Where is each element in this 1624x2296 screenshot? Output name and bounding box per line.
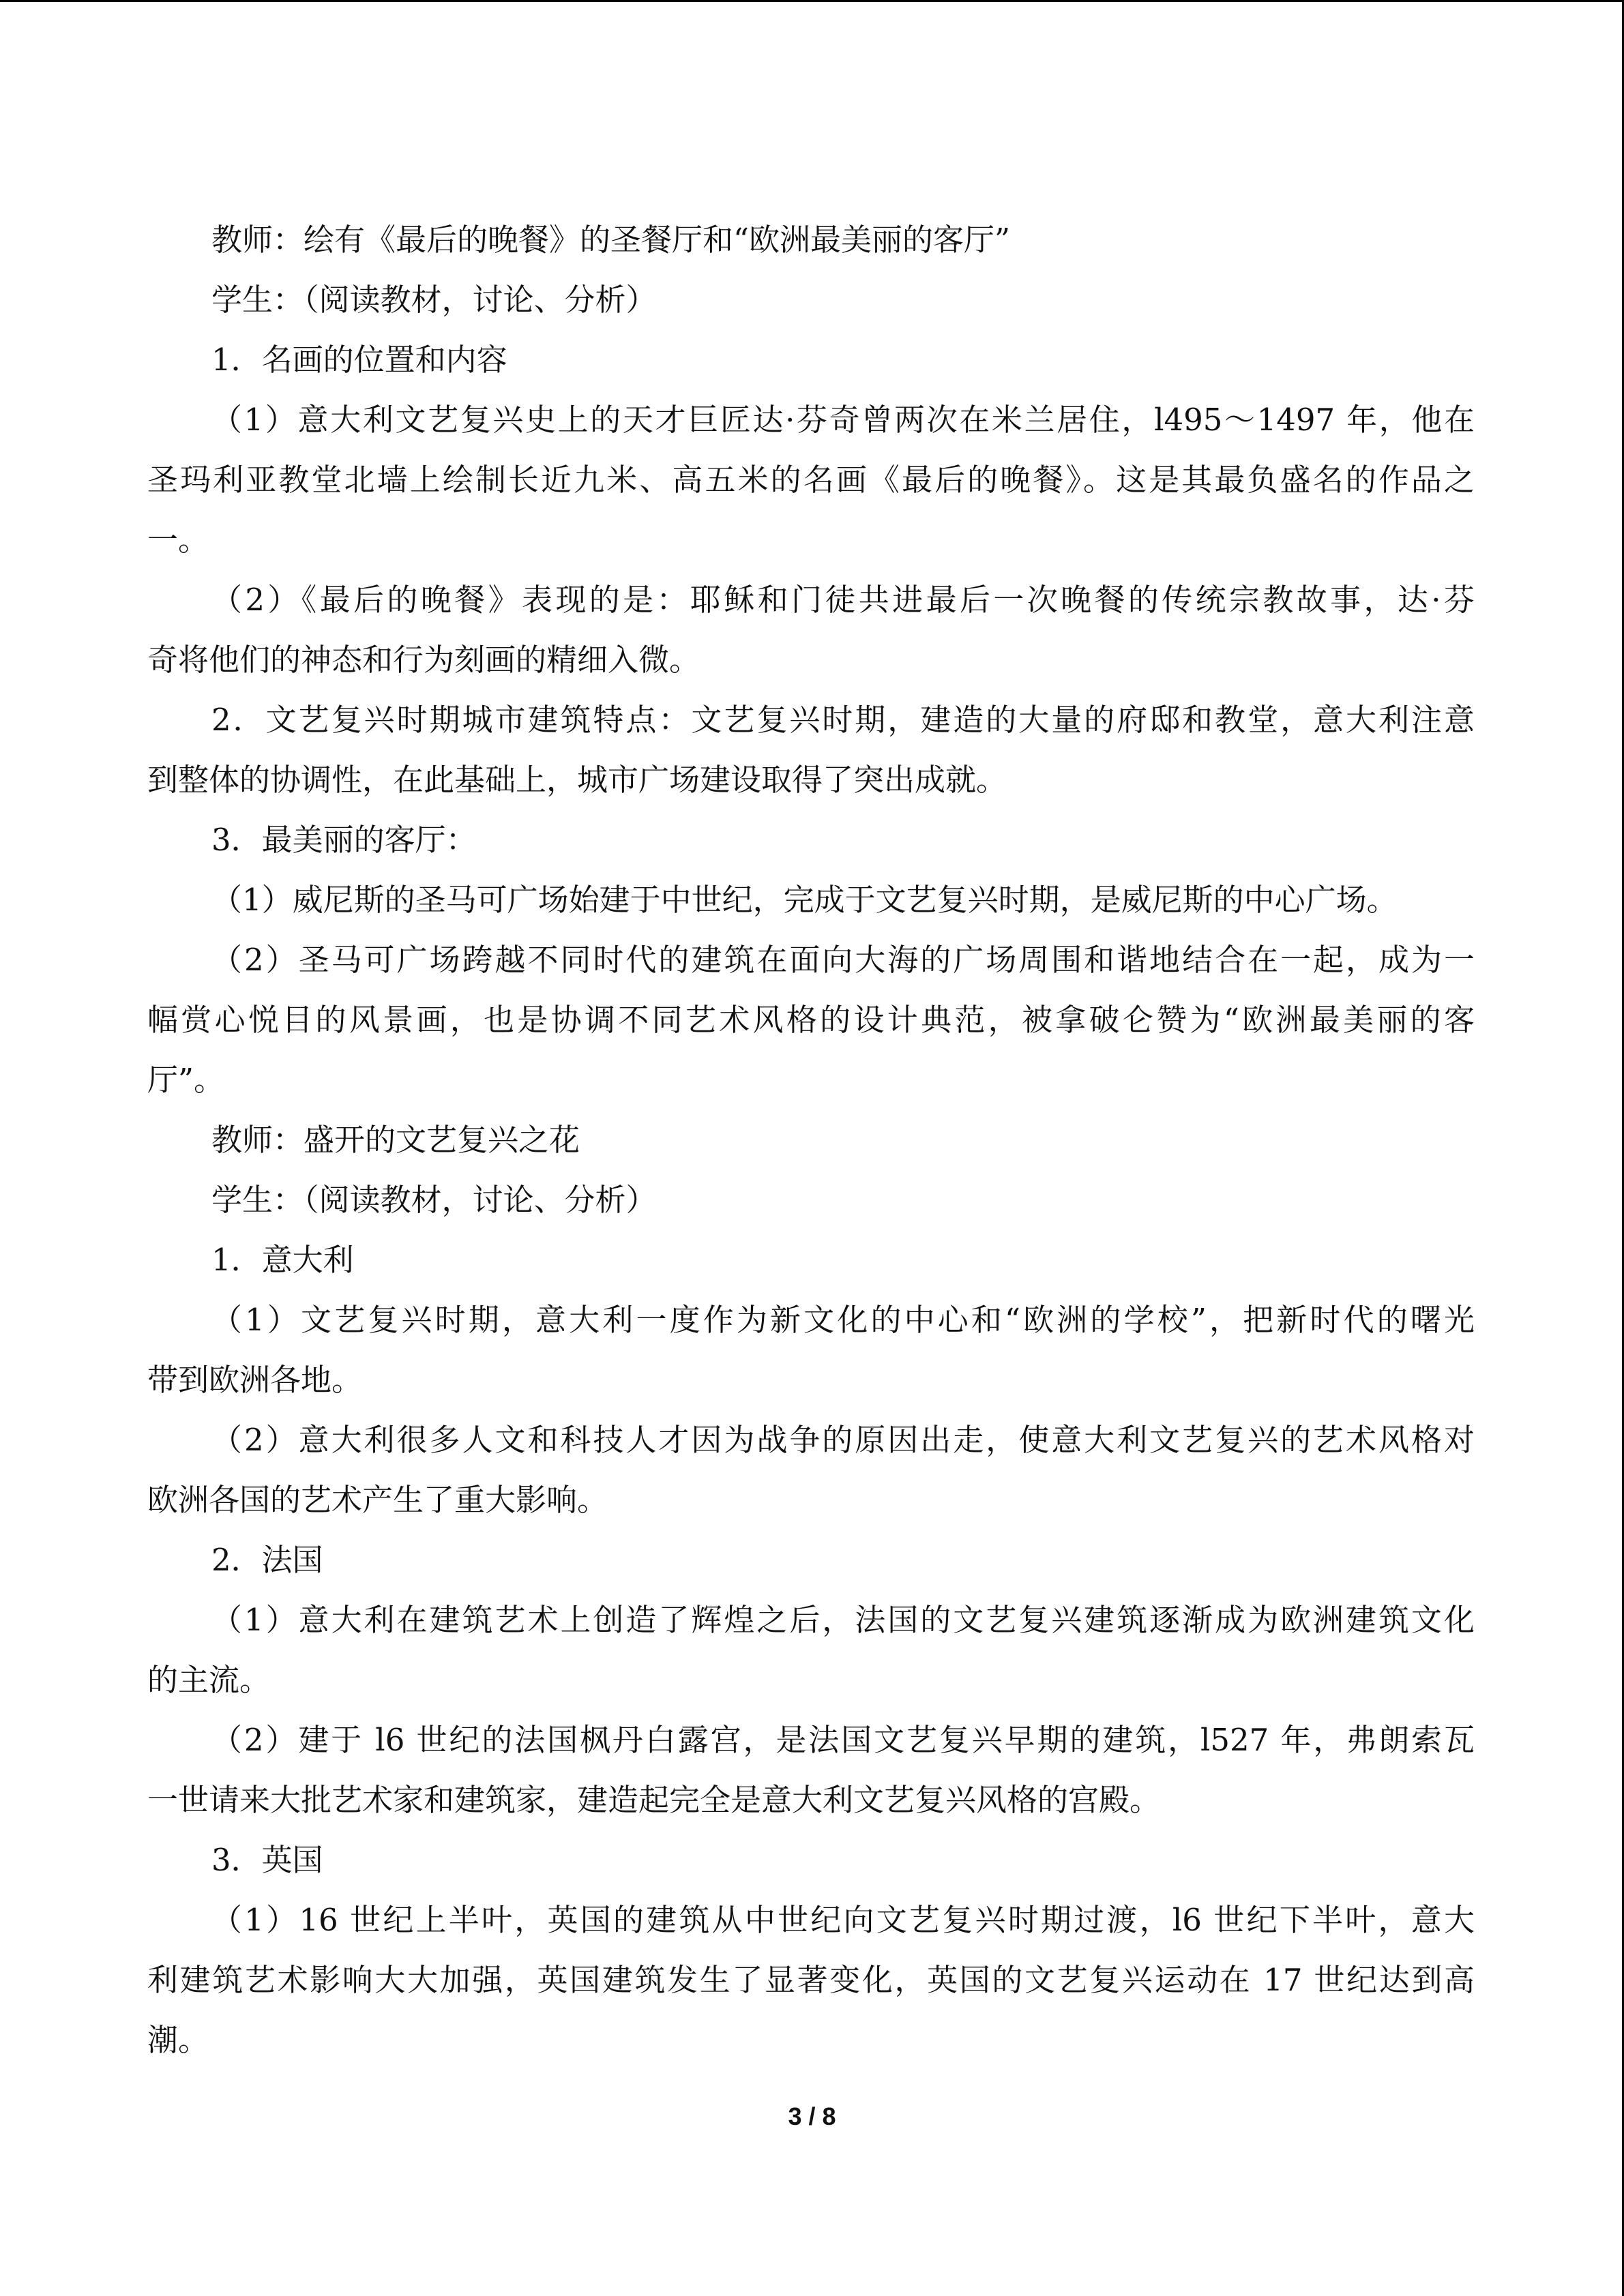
text-line: （2）建于 l6 世纪的法国枫丹白露宫，是法国文艺复兴早期的建筑，l527 年，弗朗索瓦 bbox=[211, 1722, 1475, 1758]
text-line: 潮。 bbox=[147, 2022, 209, 2058]
text-line: 厅”。 bbox=[147, 1062, 225, 1098]
document-body bbox=[147, 210, 1475, 2070]
text-line: 到整体的协调性，在此基础上，城市广场建设取得了突出成就。 bbox=[147, 762, 1007, 798]
text-line: （1）16 世纪上半叶，英国的建筑从中世纪向文艺复兴时期过渡，l6 世纪下半叶，意大 bbox=[211, 1902, 1475, 1938]
text-line: 圣玛利亚教堂北墙上绘制长近九米、高五米的名画《最后的晚餐》。这是其最负盛名的作品之 bbox=[147, 462, 1475, 498]
text-line: 带到欧洲各地。 bbox=[147, 1362, 363, 1398]
text-line: 奇将他们的神态和行为刻画的精细入微。 bbox=[147, 642, 700, 678]
text-line: （2）《最后的晚餐》表现的是：耶稣和门徒共进最后一次晚餐的传统宗教故事，达·芬 bbox=[211, 582, 1475, 618]
text-line: （1）文艺复兴时期，意大利一度作为新文化的中心和“欧洲的学校”，把新时代的曙光 bbox=[211, 1302, 1475, 1338]
text-line: 幅赏心悦目的风景画，也是协调不同艺术风格的设计典范，被拿破仑赞为“欧洲最美丽的客 bbox=[147, 1002, 1475, 1038]
text-line: 教师：盛开的文艺复兴之花 bbox=[211, 1122, 580, 1158]
text-line: 教师：绘有《最后的晚餐》的圣餐厅和“欧洲最美丽的客厅” bbox=[211, 222, 1011, 258]
text-line: （1）意大利文艺复兴史上的天才巨匠达·芬奇曾两次在米兰居住，l495～1497 年，他在 bbox=[211, 402, 1475, 438]
text-line: 的主流。 bbox=[147, 1662, 271, 1698]
text-line: （1）意大利在建筑艺术上创造了辉煌之后，法国的文艺复兴建筑逐渐成为欧洲建筑文化 bbox=[211, 1602, 1475, 1638]
text-line: 一。 bbox=[147, 522, 209, 558]
text-line: （1）威尼斯的圣马可广场始建于中世纪，完成于文艺复兴时期，是威尼斯的中心广场。 bbox=[211, 882, 1398, 918]
text-line: 1．名画的位置和内容 bbox=[211, 342, 507, 378]
text-line: 欧洲各国的艺术产生了重大影响。 bbox=[147, 1482, 608, 1518]
text-line: 2．文艺复兴时期城市建筑特点：文艺复兴时期，建造的大量的府邸和教堂，意大利注意 bbox=[211, 702, 1475, 738]
text-line: 3．最美丽的客厅： bbox=[211, 822, 477, 858]
text-line: 2．法国 bbox=[211, 1542, 323, 1578]
text-line: 1．意大利 bbox=[211, 1242, 354, 1278]
page-number: 3 / 8 bbox=[788, 2102, 836, 2130]
text-line: 利建筑艺术影响大大加强，英国建筑发生了显著变化，英国的文艺复兴运动在 17 世纪达到高 bbox=[147, 1962, 1475, 1998]
text-line: （2）意大利很多人文和科技人才因为战争的原因出走，使意大利文艺复兴的艺术风格对 bbox=[211, 1422, 1475, 1458]
text-line: 学生：（阅读教材，讨论、分析） bbox=[211, 1182, 657, 1218]
text-line: 学生：（阅读教材，讨论、分析） bbox=[211, 282, 657, 318]
text-line: （2）圣马可广场跨越不同时代的建筑在面向大海的广场周围和谐地结合在一起，成为一 bbox=[211, 942, 1475, 978]
text-line: 3．英国 bbox=[211, 1842, 323, 1878]
page-border-top bbox=[0, 0, 1624, 2]
text-line: 一世请来大批艺术家和建筑家，建造起完全是意大利文艺复兴风格的宫殿。 bbox=[147, 1782, 1161, 1818]
